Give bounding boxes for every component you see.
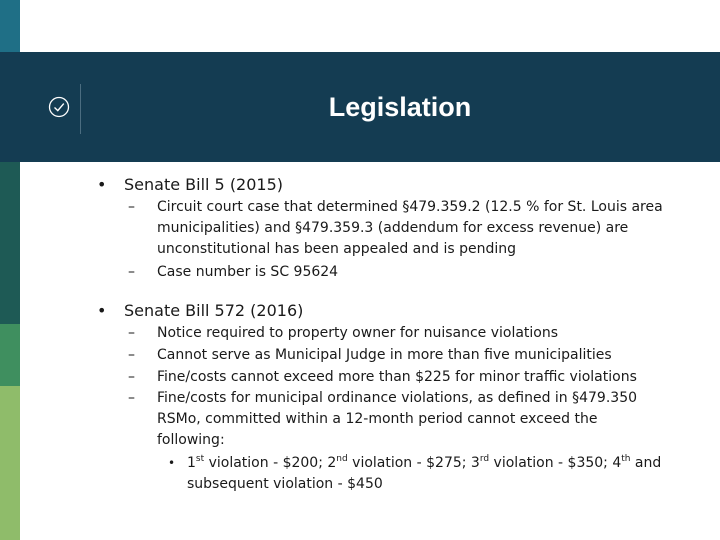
dash-marker: – (128, 369, 135, 385)
bullet-marker: • (97, 301, 107, 320)
sub-item-text (157, 345, 612, 366)
sub-item-line: RSMo, committed within a 12-month period cannot exceed the (157, 411, 598, 427)
dash-marker: – (128, 199, 135, 215)
slide-title: Legislation (328, 92, 472, 122)
dash-marker: – (128, 264, 135, 280)
violation-fee-line: subsequent violation - $450 (187, 476, 383, 492)
sub-item-text (157, 367, 637, 388)
sub-item-text (157, 388, 637, 451)
bullet-marker: • (97, 175, 107, 194)
sub-item-line: unconstitutional has been appealed and is pending (157, 241, 517, 257)
bullet-heading: Senate Bill 5 (2015) (124, 175, 284, 194)
violation-fee-text (187, 453, 661, 495)
sub-item-text (157, 323, 558, 344)
sub-item-text (157, 197, 663, 260)
sub-item-text (157, 262, 338, 283)
sub-item-line: Fine/costs for municipal ordinance violations, as defined in §479.350 (157, 390, 638, 406)
bullet-marker: • (168, 456, 176, 470)
sub-item-line: Case number is SC 95624 (157, 264, 339, 280)
dash-marker: – (128, 325, 135, 341)
violation-fee-line: 1st violation - $200; 2nd violation - $275; 3rd violation - $350; 4th and (187, 454, 662, 471)
sub-item-line: Cannot serve as Municipal Judge in more than five municipalities (157, 347, 612, 363)
dash-marker: – (128, 390, 135, 406)
sub-item-line: Circuit court case that determined §479.359.2 (12.5 % for St. Louis area (157, 199, 663, 215)
bullet-heading: Senate Bill 572 (2016) (124, 301, 304, 320)
sub-item-line: municipalities) and §479.359.3 (addendum for excess revenue) are (157, 220, 629, 236)
sub-item-line: following: (157, 432, 225, 448)
dash-marker: – (128, 347, 135, 363)
sub-item-line: Fine/costs cannot exceed more than $225 for minor traffic violations (157, 369, 637, 385)
sub-item-line: Notice required to property owner for nuisance violations (157, 325, 559, 341)
